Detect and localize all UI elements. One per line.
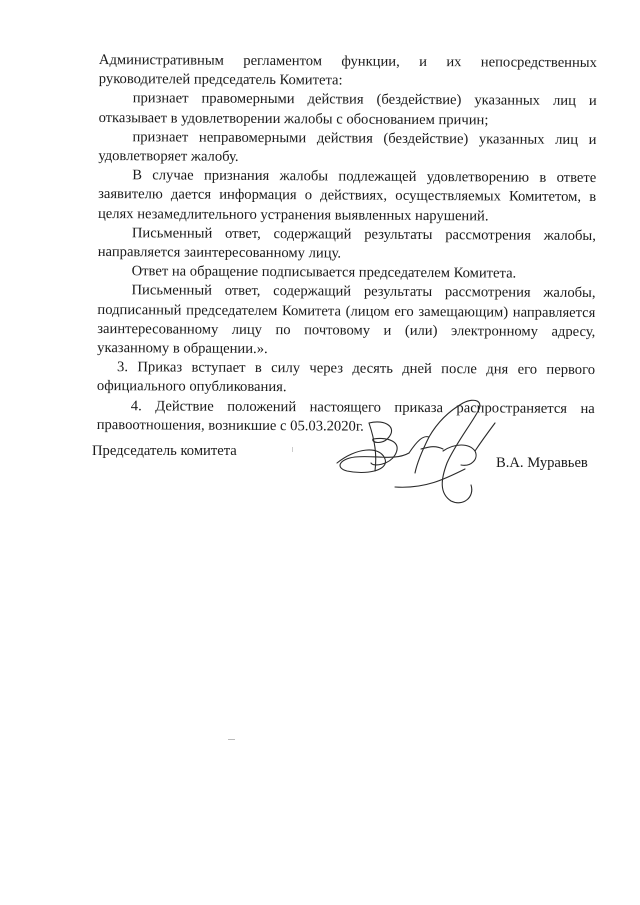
scan-mark — [228, 739, 235, 740]
paragraph-written-answer: Письменный ответ, содержащий результаты рассмотрения жалобы, направляется заинтересованному лицу. — [97, 225, 596, 262]
paragraph-item-3: 3. Приказ вступает в силу через десять дней после дня его первого официального опубликования. — [96, 359, 596, 396]
paragraph-unlawful: признает неправомерными действия (бездействие) указанных лиц и удовлетворяет жалобу. — [98, 129, 597, 165]
paragraph-regulation: Административным регламентом функции, и их непосредственных руководителей председатель Комитета: — [98, 51, 597, 89]
paragraph-answer-signed: Ответ на обращение подписывается председателем Комитета. — [131, 263, 517, 282]
paragraph-satisfaction: В случае признания жалобы подлежащей удовлетворению в ответе заявителю дается информация о действиях, осуществляемых Комитетом, в целях незамедлительного устранения выявленных нарушений. — [97, 167, 597, 225]
scan-mark — [292, 447, 293, 452]
document-body — [97, 51, 597, 438]
paragraph-item-4: 4. Действие положений настоящего приказа распространяется на правоотношения, возникшие с 05.03.2020г. — [96, 397, 595, 435]
handwritten-signature — [325, 393, 505, 513]
paragraph-written-answer-signed: Письменный ответ, содержащий результаты рассмотрения жалобы, подписанный председателем Комитета (лицом его замещающим) направляется заинтересованному лицу по почтовому и (или) электронному адресу, указанному в обращении.». — [97, 282, 596, 358]
paragraph-lawful: признает правомерными действия (бездействие) указанных лиц и отказывает в удовлетворении жалобы с обоснованием причин; — [98, 90, 597, 128]
signatory-title: Председатель комитета — [92, 443, 237, 459]
signatory-name: В.А. Муравьев — [496, 455, 588, 471]
